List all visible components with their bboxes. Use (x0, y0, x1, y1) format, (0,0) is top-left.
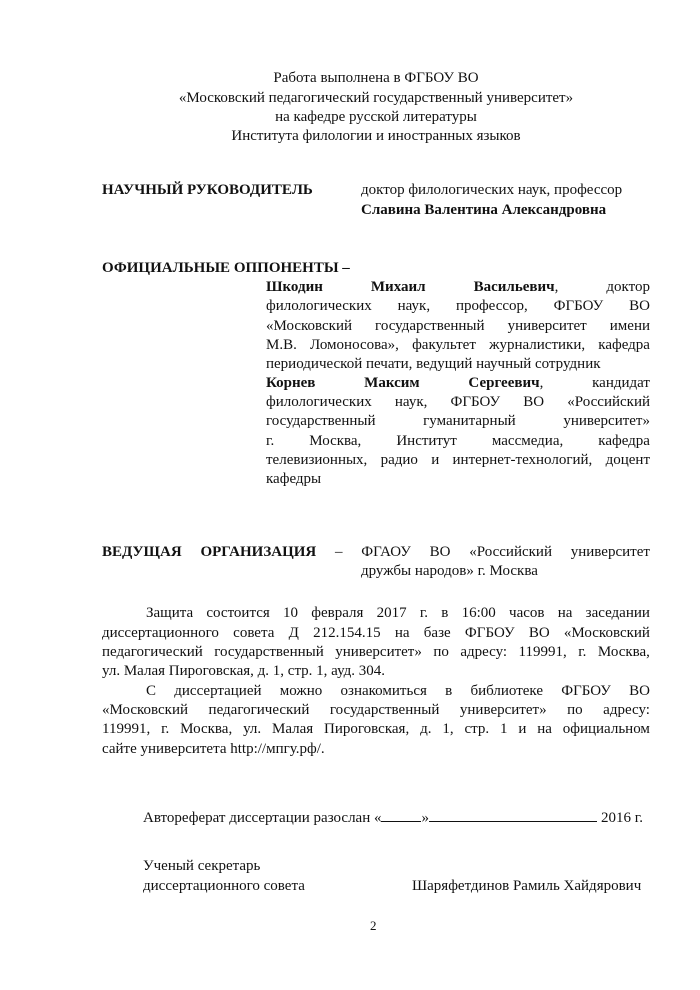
opponent-2-given-name: Максим (364, 375, 420, 391)
opponent-2-surname: Корнев (266, 375, 316, 391)
defense-p1-line-4: ул. Малая Пироговская, д. 1, стр. 1, ауд. 304. (102, 663, 386, 679)
opponent-2-line-4: г. Москва, Институт массмедиа, кафедра (266, 433, 650, 449)
opponent-2-line-6: кафедры (266, 471, 322, 487)
header-line-4: Института филологии и иностранных языков (231, 128, 521, 144)
lead-org-line-2: дружбы народов» г. Москва (361, 563, 538, 579)
defense-p1-line-2: диссертационного совета Д 212.154.15 на базе ФГБОУ ВО «Московский (102, 625, 650, 641)
secretary-title-line-2: диссертационного совета (143, 878, 305, 894)
mailing-line (143, 808, 643, 827)
secretary-title-line-1: Ученый секретарь (143, 858, 261, 874)
opponent-2-line-2: филологических наук, ФГБОУ ВО «Российский (266, 394, 650, 410)
day-blank (381, 808, 421, 822)
advisor-degree: доктор филологических наук, профессор (361, 182, 623, 198)
defense-p1-line-3: педагогический государственный университет» по адресу: 119991, г. Москва, (102, 644, 650, 660)
secretary-name: Шаряфетдинов Рамиль Хайдярович (412, 878, 642, 894)
opponent-1-patronymic: Васильевич, (473, 279, 559, 295)
opponent-2-patronymic: Сергеевич, (468, 375, 544, 391)
defense-p2-line-4: сайте университета http://мпгу.рф/. (102, 741, 325, 757)
month-blank (429, 808, 597, 822)
opponent-2-title-start: кандидат (592, 375, 650, 391)
opponents-label: ОФИЦИАЛЬНЫЕ ОППОНЕНТЫ – (102, 260, 350, 276)
defense-p1-line-1: Защита состоится 10 февраля 2017 г. в 16:00 часов на заседании (146, 605, 650, 621)
mailing-quote-close: » (421, 810, 429, 826)
opponent-2-line-5: телевизионных, радио и интернет-технологий, доцент (266, 452, 650, 468)
opponent-1-given-name: Михаил (370, 279, 426, 295)
header-line-2: «Московский педагогический государственный университет» (178, 90, 574, 106)
header-line-3: на кафедре русской литературы (275, 109, 477, 125)
advisor-label: НАУЧНЫЙ РУКОВОДИТЕЛЬ (102, 182, 313, 198)
defense-p2-line-3: 119991, г. Москва, ул. Малая Пироговская, д. 1, стр. 1 и на официальном (102, 721, 650, 737)
opponent-1-line-2: филологических наук, профессор, ФГБОУ ВО (266, 298, 650, 314)
mailing-prefix: Автореферат диссертации разослан « (143, 810, 382, 826)
opponent-1-line-3: «Московский государственный университет имени (266, 318, 650, 334)
opponent-2-line-3: государственный гуманитарный университет» (266, 413, 650, 429)
opponent-1-line-5: периодической печати, ведущий научный сотрудник (266, 356, 601, 372)
lead-org-label-word-1: ВЕДУЩАЯ (102, 544, 182, 560)
opponent-1-title-start: доктор (606, 279, 650, 295)
opponent-1-surname: Шкодин (266, 279, 323, 295)
lead-org-dash: – (335, 544, 343, 560)
defense-p2-line-2: «Московский педагогический государственный университет» по адресу: (102, 702, 650, 718)
page-number: 2 (370, 918, 377, 933)
defense-p2-line-1: С диссертацией можно ознакомиться в библиотеке ФГБОУ ВО (146, 683, 650, 699)
lead-org-line-1: ВЕДУЩАЯ ОРГАНИЗАЦИЯ – ФГАОУ ВО «Российский университет (102, 544, 650, 560)
lead-org-label-word-2: ОРГАНИЗАЦИЯ (200, 544, 317, 560)
advisor-name: Славина Валентина Александровна (361, 202, 607, 218)
mailing-year: 2016 г. (600, 810, 643, 826)
opponent-2-line-1 (266, 374, 650, 392)
header-line-1: Работа выполнена в ФГБОУ ВО (273, 70, 479, 86)
opponent-1-line-4: М.В. Ломоносова», факультет журналистики, кафедра (266, 337, 650, 353)
opponent-1-line-1 (266, 278, 650, 296)
